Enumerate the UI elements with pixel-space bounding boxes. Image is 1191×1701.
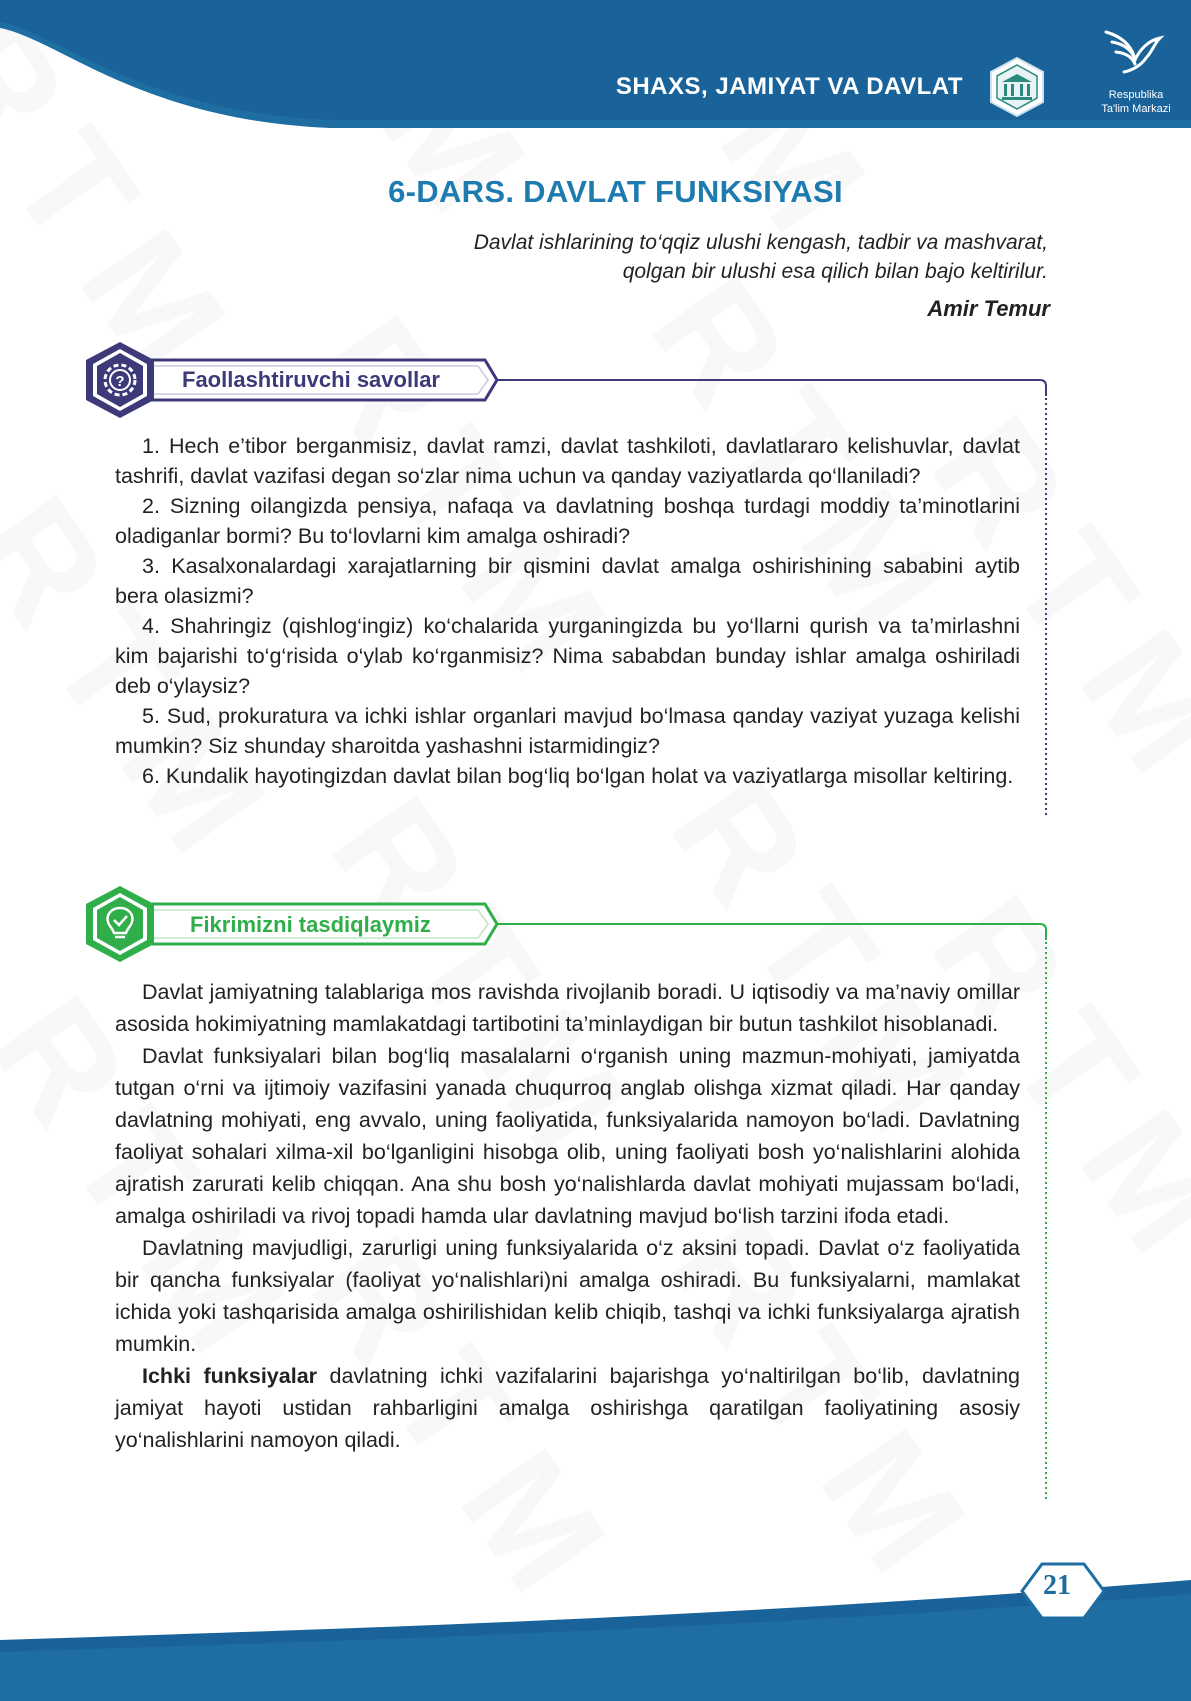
gear-question-icon bbox=[84, 340, 156, 420]
question-item: 3. Kasalxonalardagi xarajatlarning bir qismini davlat amalga oshirishining sababini aytib bera olasizmi? bbox=[115, 554, 1020, 608]
brand-line-2: Ta'lim Markazi bbox=[1101, 103, 1171, 115]
footer-band bbox=[0, 1560, 1191, 1701]
brand-line-1: Respublika bbox=[1108, 89, 1164, 101]
brand-name bbox=[1086, 88, 1186, 116]
lesson-title: 6-DARS. DAVLAT FUNKSIYASI bbox=[388, 174, 843, 209]
page-number: 21 bbox=[1043, 1570, 1071, 1601]
body-paragraph: Davlat funksiyalari bilan bog‘liq masalalarni o‘rganish uning mazmun-mohiyati, jamiyatda tutgan o‘rni va ijtimoiy vazifasini yanada chuqurroq anglab olishga xizmat qiladi. Har qanday davlatning mohiyati, eng avvalo, uning faoliyatida, funksiyalarida namoyon bo‘ladi. Davlatning faoliyat sohalari xilma-xil bo‘lganligini hisobga olib, uning faoliyati bosh yo‘nalishlarini alohida ajratish zarurati kelib chiqqan. Ana shu bosh yo‘nalishlarda davlat mohiyati mujassam bo‘ladi, amalga oshiriladi va rivoj topadi hamda ular davlatning mavjud bo‘lish tarzini ifoda etadi. bbox=[115, 1044, 1020, 1228]
question-item: 5. Sud, prokuratura va ichki ishlar organlari mavjud bo‘lmasa qanday vaziyat yuzaga kelishi mumkin? Siz shunday sharoitda yashashni istarmidingiz? bbox=[115, 704, 1020, 758]
question-item: 2. Sizning oilangizda pensiya, nafaqa va davlatning boshqa turdagi moddiy ta’minotlarini oladiganlar bormi? Bu to‘lovlarni kim amalga oshiradi? bbox=[115, 494, 1020, 548]
confirm-body bbox=[115, 976, 1020, 1456]
questions-section-label: Faollashtiruvchi savollar bbox=[182, 367, 440, 392]
questions-list bbox=[115, 431, 1020, 791]
epigraph bbox=[474, 228, 1048, 286]
epigraph-author: Amir Temur bbox=[927, 296, 1050, 321]
epigraph-line-2: qolgan bir ulushi esa qilich bilan bajo keltirilur. bbox=[622, 260, 1048, 283]
question-item: 6. Kundalik hayotingizdan davlat bilan bog‘liq bo‘lgan holat va vaziyatlarga misollar keltiring. bbox=[142, 764, 1014, 788]
epigraph-line-1: Davlat ishlarining to‘qqiz ulushi kengash, tadbir va mashvarat, bbox=[473, 231, 1048, 254]
body-paragraph-rest: davlatning ichki vazifalarini bajarishga yo‘naltirilgan bo‘lib, davlatning jamiyat hayoti ustidan rahbarligini amalga oshirishga qaratilgan faoliyatining asosiy yo‘nalishlarini namoyon qiladi. bbox=[115, 1364, 1020, 1452]
body-paragraph bbox=[115, 1360, 1020, 1456]
body-paragraph: Davlat jamiyatning talablariga mos ravishda rivojlanib boradi. U iqtisodiy va ma’naviy omillar asosida hokimiyatning mamlakatdagi tartibotini ta’minlaydigan bir butun tashkilot hisoblanadi. bbox=[115, 980, 1020, 1036]
bold-term: Ichki funksiyalar bbox=[142, 1364, 318, 1388]
bird-logo-icon bbox=[1098, 22, 1168, 82]
body-paragraph: Davlatning mavjudligi, zarurligi uning funksiyalarida o‘z aksini topadi. Davlat o‘z faoliyatida bir qancha funksiyalar (faoliyat yo‘nalishlari)ni amalga oshiradi. Bu funksiyalarni, mamlakat ichida yoki tashqarisida amalga oshirilishidan kelib chiqib, tashqi va ichki funksiyalarga ajratish mumkin. bbox=[115, 1236, 1020, 1356]
lightbulb-check-icon bbox=[84, 884, 156, 964]
question-item: 1. Hech e’tibor berganmisiz, davlat ramzi, davlat tashkiloti, davlatlararo kelishuvlar, davlat tashrifi, davlat vazifasi degan so‘zlar nima uchun va qanday vaziyatlarda qo‘llaniladi? bbox=[115, 434, 1020, 488]
question-item: 4. Shahringiz (qishlog‘ingiz) ko‘chalarida yurganingizda bu yo‘llarni qurish va ta’mirlashni kim bajarishi to‘g‘risida o‘ylab ko‘rganmisiz? Nima sababdan bunday ishlar amalga oshiriladi deb o‘ylaysiz? bbox=[115, 614, 1020, 698]
confirm-section-label: Fikrimizni tasdiqlaymiz bbox=[190, 912, 431, 937]
courthouse-icon bbox=[986, 56, 1048, 118]
svg-text:?: ? bbox=[115, 373, 125, 390]
header-title: SHAXS, JAMIYAT VA DAVLAT bbox=[615, 73, 963, 100]
